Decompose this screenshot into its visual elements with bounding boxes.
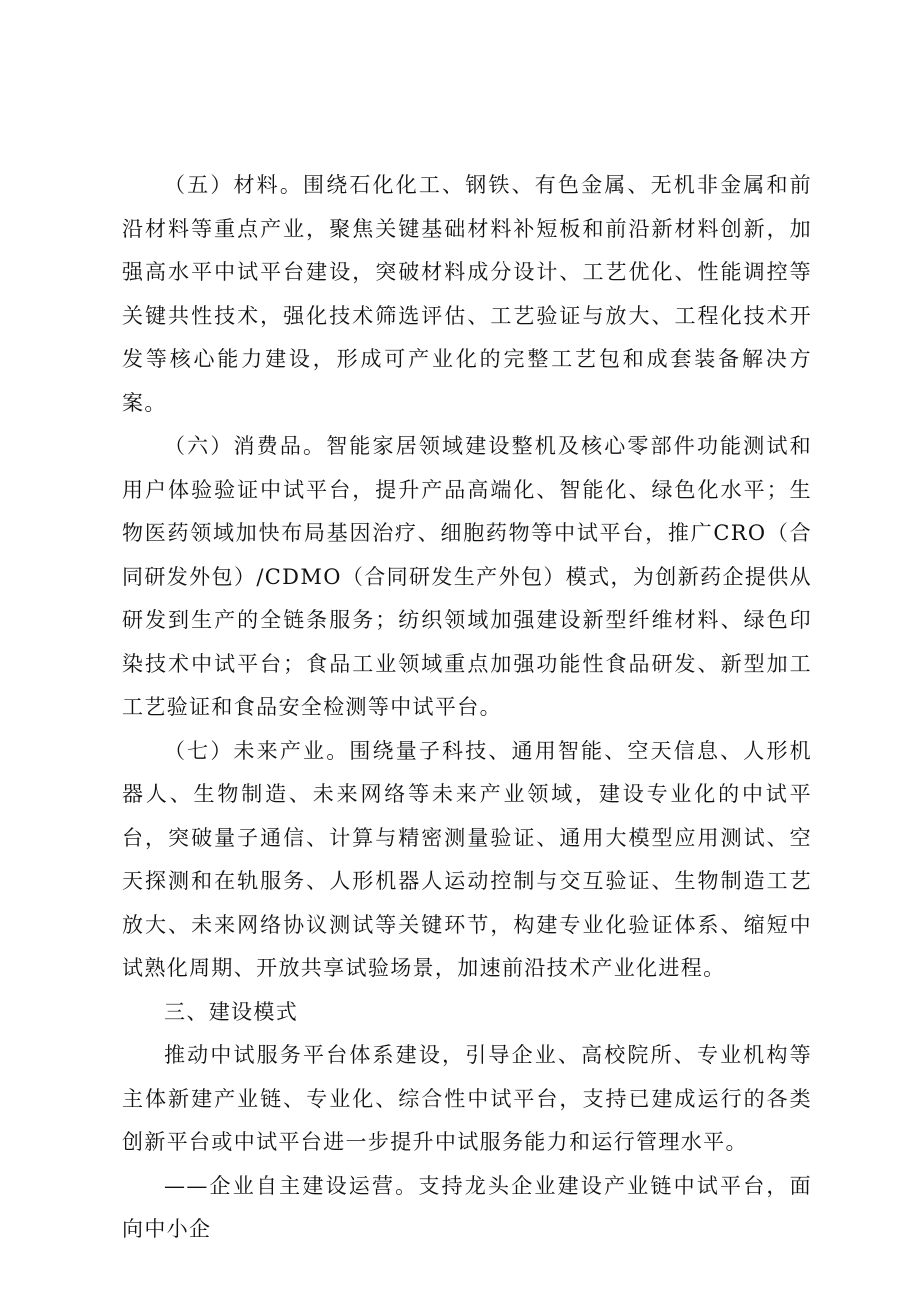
document-body bbox=[122, 164, 812, 1252]
paragraph-future-industries: （七）未来产业。围绕量子科技、通用智能、空天信息、人形机器人、生物制造、未来网络等未来产业领域，建设专业化的中试平台，突破量子通信、计算与精密测量验证、通用大模型应用测试、空天探测和在轨服务、人形机器人运动控制与交互验证、生物制造工艺放大、未来网络协议测试等关键环节，构建专业化验证体系、缩短中试熟化周期、开放共享试验场景，加速前沿技术产业化进程。 bbox=[122, 738, 812, 980]
paragraph-construction-intro: 推动中试服务平台体系建设，引导企业、高校院所、专业机构等主体新建产业链、专业化、综合性中试平台，支持已建成运行的各类创新平台或中试平台进一步提升中试服务能力和运行管理水平。 bbox=[122, 1043, 812, 1154]
paragraph-enterprise-self-built: ——企业自主建设运营。支持龙头企业建设产业链中试平台，面向中小企 bbox=[122, 1173, 812, 1241]
paragraph-consumer-goods: （六）消费品。智能家居领域建设整机及核心零部件功能测试和用户体验验证中试平台，提升产品高端化、智能化、绿色化水平；生物医药领域加快布局基因治疗、细胞药物等中试平台，推广CRO（合同研发外包）/CDMO（合同研发生产外包）模式，为创新药企提供从研发到生产的全链条服务；纺织领域加强建设新型纤维材料、绿色印染技术中试平台；食品工业领域重点加强功能性食品研发、新型加工工艺验证和食品安全检测等中试平台。 bbox=[122, 434, 812, 719]
section-heading-construction-mode: 三、建设模式 bbox=[164, 999, 299, 1024]
paragraph-materials: （五）材料。围绕石化化工、钢铁、有色金属、无机非金属和前沿材料等重点产业，聚焦关键基础材料补短板和前沿新材料创新，加强高水平中试平台建设，突破材料成分设计、工艺优化、性能调控等关键共性技术，强化技术筛选评估、工艺验证与放大、工程化技术开发等核心能力建设，形成可产业化的完整工艺包和成套装备解决方案。 bbox=[122, 173, 812, 415]
